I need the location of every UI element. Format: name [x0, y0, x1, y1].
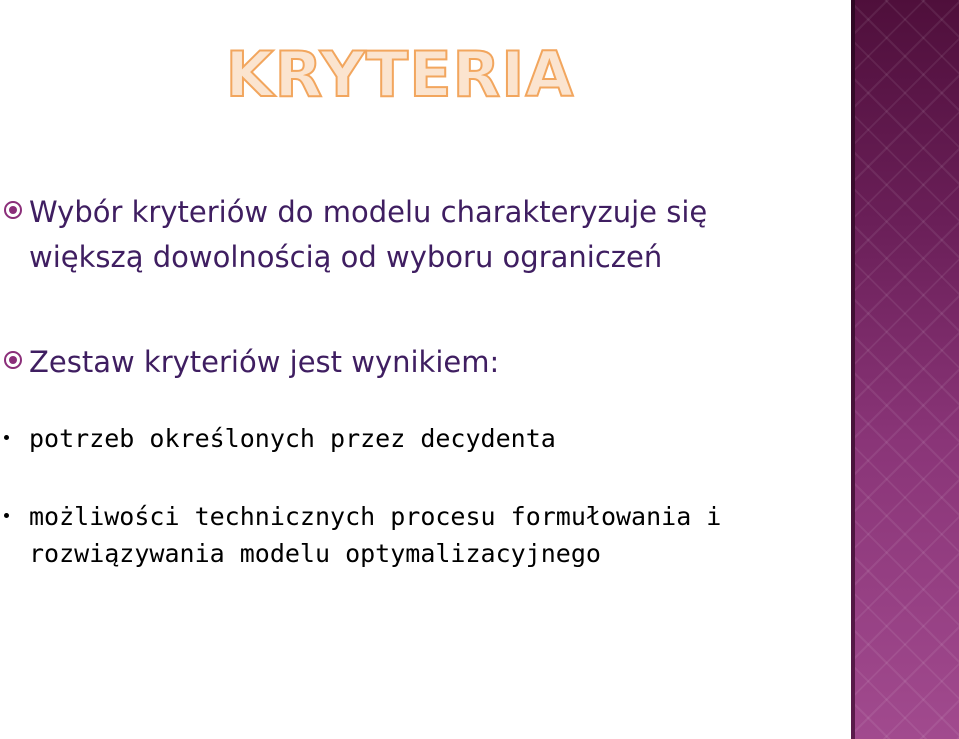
- sub-bullet-item-2: [0, 498, 790, 572]
- target-bullet-icon: [4, 351, 22, 369]
- dot-bullet-icon: [4, 435, 9, 440]
- bullet-text-2: Zestaw kryteriów jest wynikiem:: [29, 345, 500, 379]
- sub-bullet-text-2: możliwości technicznych procesu formułowania i rozwiązywania modelu optymalizacyjnego: [29, 502, 722, 568]
- target-bullet-icon: [4, 201, 22, 219]
- decorative-side-band: [851, 0, 959, 739]
- bullet-item-2: [0, 340, 830, 385]
- sub-bullet-text-1: potrzeb określonych przez decydenta: [29, 424, 556, 453]
- slide-title: KRYTERIA: [225, 38, 575, 111]
- sub-bullet-item-1: [0, 420, 830, 457]
- bullet-text-1: Wybór kryteriów do modelu charakteryzuje się większą dowolnością od wyboru ograniczeń: [29, 195, 708, 274]
- dot-bullet-icon: [4, 513, 9, 518]
- side-band-edge: [851, 0, 855, 739]
- bullet-item-1: [0, 190, 830, 280]
